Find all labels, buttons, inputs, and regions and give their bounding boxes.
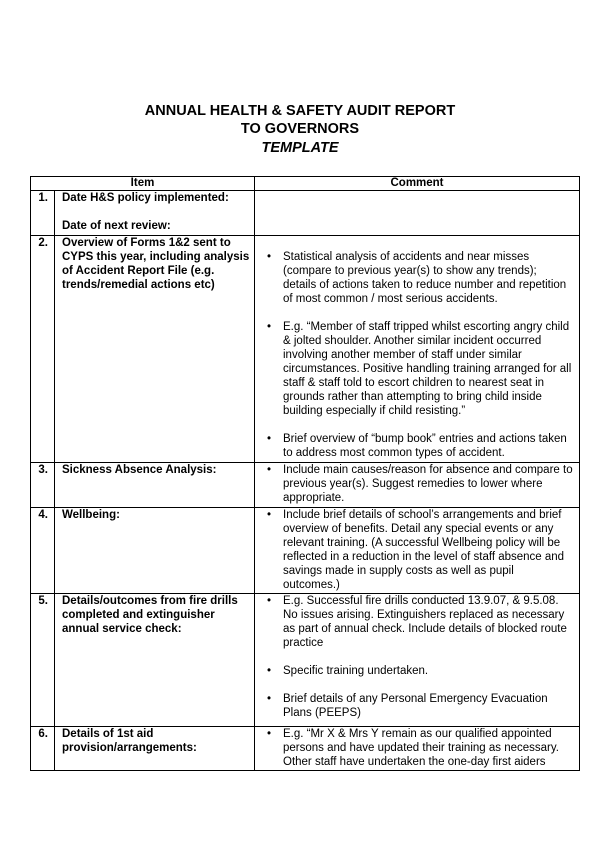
list-item: • Brief details of any Personal Emergency Evacuation Plans (PEEPS) <box>263 692 573 720</box>
list-item: • Include main causes/reason for absence and compare to previous year(s). Suggest remedies to lower where appropriate. <box>263 463 573 505</box>
row-item: Sickness Absence Analysis: <box>55 463 255 508</box>
row-comment <box>255 594 580 727</box>
row-item: Details/outcomes from fire drills completed and extinguisher annual service check: <box>55 594 255 727</box>
policy-date-label: Date H&S policy implemented: <box>62 192 229 204</box>
list-item: • Statistical analysis of accidents and near misses (compare to previous year(s) to show any trends); details of actions taken to reduce number and repetition of most common / most serious accidents. <box>263 250 573 306</box>
audit-table <box>30 176 580 771</box>
list-item: • E.g. Successful fire drills conducted 13.9.07, & 9.5.08. No issues arising. Extinguishers replaced as necessary as part of annual check. Include details of blocked route practice <box>263 594 573 650</box>
table-row <box>31 508 580 594</box>
row-number: 3. <box>31 463 55 508</box>
row-number: 5. <box>31 594 55 727</box>
list-item: • Brief overview of “bump book” entries and actions taken to address most common types of accident. <box>263 432 573 460</box>
list-item: • E.g. “Mr X & Mrs Y remain as our qualified appointed persons and have updated their training as necessary. Other staff have undertaken the one-day first aiders <box>263 727 573 769</box>
row-item: Details of 1st aid provision/arrangements: <box>55 727 255 771</box>
table-row <box>31 463 580 508</box>
row-comment <box>255 727 580 771</box>
row-number: 1. <box>31 191 55 236</box>
header-item: Item <box>31 177 255 191</box>
row-number: 6. <box>31 727 55 771</box>
report-subtitle-template: TEMPLATE <box>261 140 339 156</box>
list-item: • Include brief details of school’s arrangements and brief overview of benefits. Detail any special events or any relevant training. (A successful Wellbeing policy will be reflected in a reduction in the level of staff absence and savings made in supply costs as well as pupil outcomes.) <box>263 508 573 592</box>
report-title-line-2: TO GOVERNORS <box>240 121 360 137</box>
review-date-label: Date of next review: <box>62 220 171 232</box>
list-item: • E.g. “Member of staff tripped whilst escorting angry child & jolted shoulder. Another similar incident occurred involving another member of staff under similar circumstances. Positive handling training arranged for all staff & staff told to escort children to nearest seat in grounds rather than attempting to bring child inside building especially if child resisting.” <box>263 320 573 418</box>
row-comment <box>255 191 580 236</box>
header-comment: Comment <box>255 177 580 191</box>
table-header-row <box>31 177 580 191</box>
row-number: 2. <box>31 236 55 463</box>
table-row <box>31 594 580 727</box>
table-row <box>31 727 580 771</box>
table-row <box>31 236 580 463</box>
row-item: Wellbeing: <box>55 508 255 594</box>
row-comment <box>255 508 580 594</box>
list-item: • Specific training undertaken. <box>263 664 573 678</box>
row-item <box>55 191 255 236</box>
row-item: Overview of Forms 1&2 sent to CYPS this year, including analysis of Accident Report File (e.g. trends/remedial actions etc) <box>55 236 255 463</box>
table-row <box>31 191 580 236</box>
report-title-line-1: ANNUAL HEALTH & SAFETY AUDIT REPORT <box>144 103 456 119</box>
row-comment <box>255 463 580 508</box>
row-comment <box>255 236 580 463</box>
row-number: 4. <box>31 508 55 594</box>
